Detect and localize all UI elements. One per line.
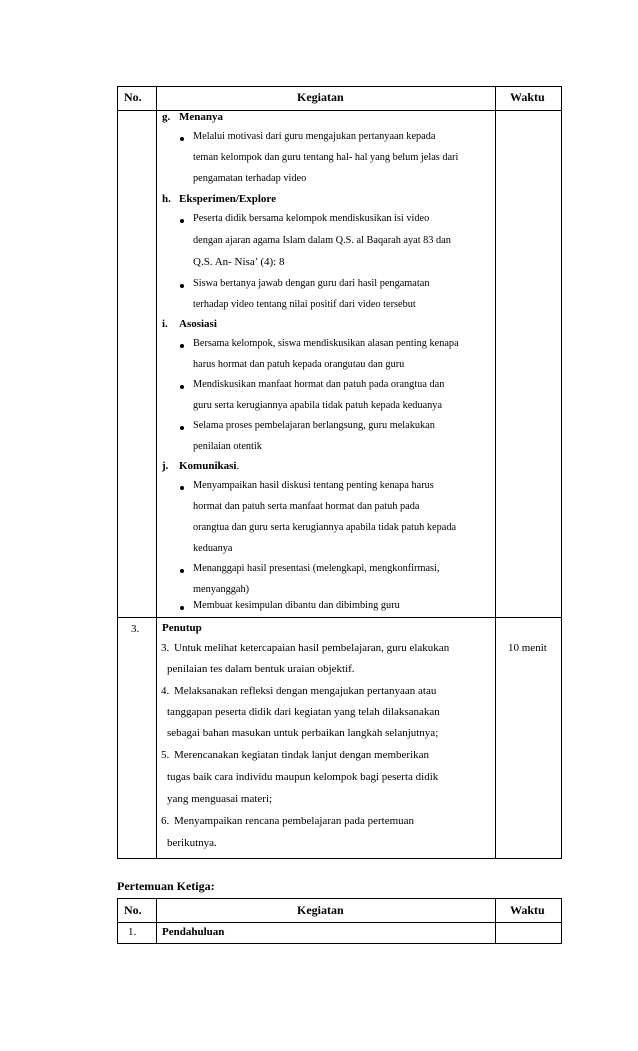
section-title: Eksperimen/Explore [179,193,276,205]
bullet-line: Peserta didik bersama kelompok mendiskusikan isi video [193,213,430,224]
bullet-line: keduanya [193,543,233,554]
header-no: No. [124,90,142,104]
list-line: berikutnya. [167,837,217,849]
list-line: tugas baik cara individu maupun kelompok bagi peserta didik [167,771,439,783]
bullet-icon [180,137,184,141]
row-title: Penutup [162,622,202,634]
table-border [495,898,496,944]
bullet-line: Q.S. An- Nisa’ (4): 8 [193,256,285,268]
bullet-icon [180,284,184,288]
bullet-line: pengamatan terhadap video [193,173,307,184]
list-number: 6. [161,815,170,827]
bullet-line: penilaian otentik [193,441,262,452]
list-number: 3. [161,642,170,654]
list-line: Melaksanakan refleksi dengan mengajukan pertanyaan atau [174,685,437,697]
bullet-icon [180,569,184,573]
bullet-icon [180,606,184,610]
list-line: Untuk melihat ketercapaian hasil pembelajaran, guru elakukan [174,642,450,654]
section-heading: Pertemuan Ketiga: [117,879,215,893]
bullet-icon [180,486,184,490]
bullet-icon [180,219,184,223]
list-line: sebagai bahan masukan untuk perbaikan langkah selanjutnya; [167,727,439,739]
bullet-line: Siswa bertanya jawab dengan guru dari hasil pengamatan [193,278,430,289]
bullet-line: Menyampaikan hasil diskusi tentang penting kenapa harus [193,480,434,491]
bullet-line: hormat dan patuh serta manfaat hormat dan patuh pada [193,501,420,512]
table-border [495,86,496,859]
table-border [561,898,562,944]
row-number: 1. [128,926,137,938]
list-number: 4. [161,685,170,697]
table-border [117,86,118,859]
table-border [156,86,157,859]
list-line: Merencanakan kegiatan tindak lanjut dengan memberikan [174,749,430,761]
list-number: 5. [161,749,170,761]
bullet-line: harus hormat dan patuh kepada orangutau dan guru [193,359,405,370]
table-border [117,898,118,944]
header-waktu: Waktu [510,90,545,104]
header-kegiatan: Kegiatan [297,90,344,104]
bullet-line: guru serta kerugiannya apabila tidak patuh kepada keduanya [193,400,443,411]
section-title: Menanya [179,111,223,123]
list-line: yang menguasai materi; [167,793,273,805]
table-border [561,86,562,859]
bullet-icon [180,344,184,348]
header-no: No. [124,903,142,917]
bullet-line: terhadap video tentang nilai positif dari video tersebut [193,299,416,310]
bullet-line: teman kelompok dan guru tentang hal- hal yang belum jelas dari [193,152,459,163]
section-marker: i. [162,318,168,330]
bullet-line: Melalui motivasi dari guru mengajukan pertanyaan kepada [193,131,436,142]
bullet-line: dengan ajaran agama Islam dalam Q.S. al Baqarah ayat 83 dan [193,235,451,246]
row-duration: 10 menit [508,642,547,654]
bullet-line: orangtua dan guru serta kerugiannya apabila tidak patuh kepada [193,522,457,533]
table-border [156,898,157,944]
section-marker: j. [162,460,169,472]
bullet-icon [180,385,184,389]
section-marker: g. [162,111,171,123]
section-title: Komunikasi [179,460,237,472]
bullet-line: Mendiskusikan manfaat hormat dan patuh pada orangtua dan [193,379,445,390]
list-line: tanggapan peserta didik dari kegiatan yang telah dilaksanakan [167,706,440,718]
header-kegiatan: Kegiatan [297,903,344,917]
bullet-line: Membuat kesimpulan dibantu dan dibimbing guru [193,600,400,611]
bullet-line: Selama proses pembelajaran berlangsung, guru melakukan [193,420,435,431]
header-waktu: Waktu [510,903,545,917]
section-title: Asosiasi [179,318,217,330]
list-line: penilaian tes dalam bentuk uraian objektif. [167,663,355,675]
bullet-icon [180,426,184,430]
bullet-line: Menanggapi hasil presentasi (melengkapi, mengkonfirmasi, [193,563,440,574]
row-number: 3. [131,623,140,635]
bullet-line: Bersama kelompok, siswa mendiskusikan alasan penting kenapa [193,338,459,349]
section-marker: h. [162,193,171,205]
section-title-wrap: Komunikasi. [179,460,240,472]
list-line: Menyampaikan rencana pembelajaran pada pertemuan [174,815,415,827]
row-title: Pendahuluan [162,926,225,938]
bullet-line: menyanggah) [193,584,250,595]
